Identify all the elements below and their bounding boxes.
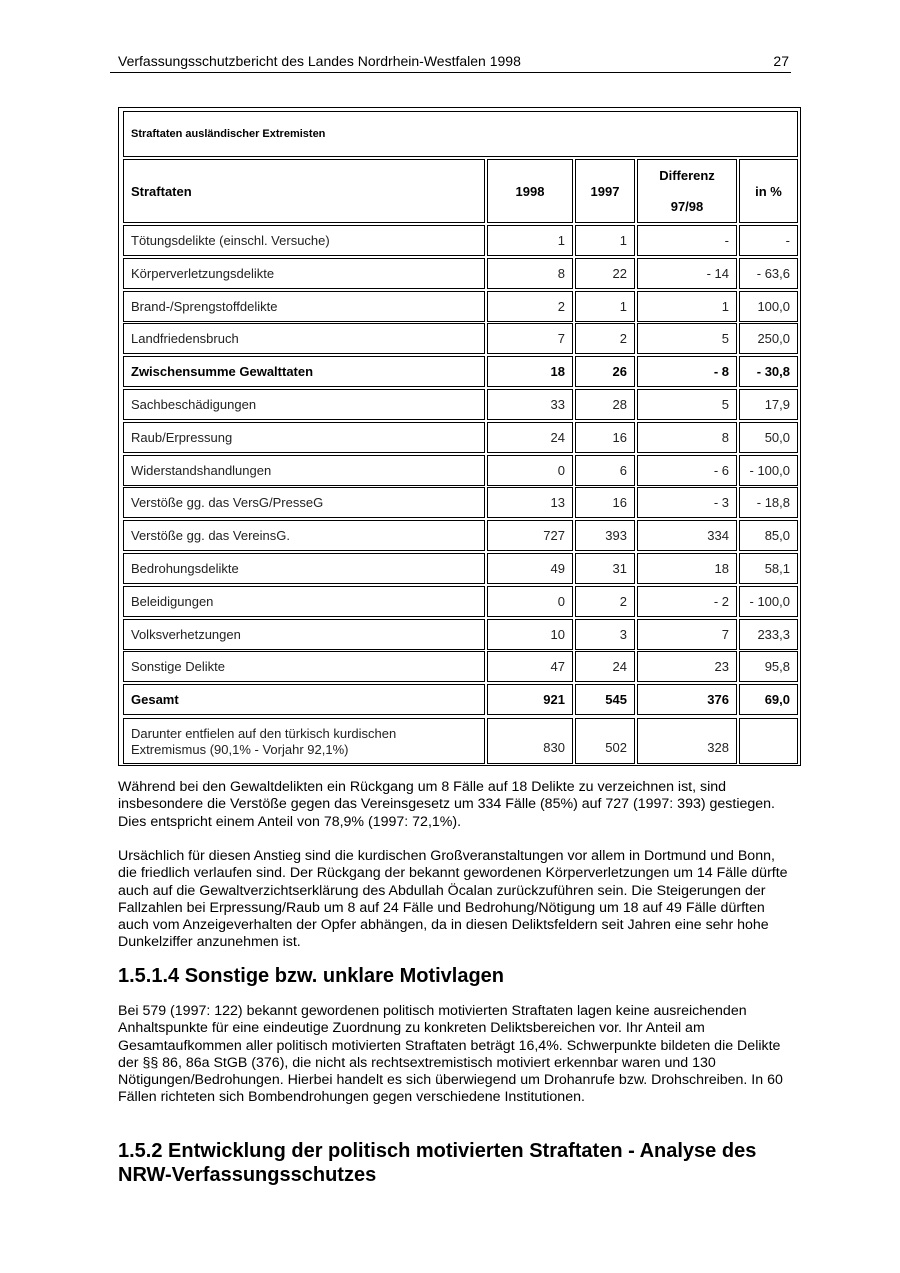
row-value-1997: 22 [575,258,635,289]
section-heading-1-5-1-4: 1.5.1.4 Sonstige bzw. unklare Motivlagen [118,965,505,987]
paragraph-2: Ursächlich für diesen Anstieg sind die kurdischen Großveranstaltungen vor allem in Dortmund und Bonn, die friedlich verlaufen sind. Der Rückgang der bekannt gewordenen Körperverletzungen um 14 Fälle dürfte auch auf die Gewaltverzichtserklärung des Abdullah Öcalan zurückzuführen sein. Die Steigerungen der Fallzahlen bei Erpressung/Raub um 8 auf 24 Fälle und Bedrohung/Nötigung um 18 auf 49 Fälle dürften auch vom Anzeigeverhalten der Opfer abhängen, da in diesen Deliktsfeldern seit Jahren eine sehr hohe Dunkelziffer anzunehmen ist. [118,848,788,951]
row-value-1997: 545 [575,684,635,715]
page-number: 27 [773,53,789,69]
row-label: Bedrohungsdelikte [123,553,485,584]
row-difference: - 6 [637,455,737,486]
table-caption: Straftaten ausländischer Extremisten [123,111,798,157]
last-row-percent [739,718,798,764]
row-value-1997: 28 [575,389,635,420]
row-value-1997: 1 [575,291,635,322]
row-difference: 5 [637,323,737,354]
row-label: Landfriedensbruch [123,323,485,354]
row-percent: 250,0 [739,323,798,354]
row-value-1998: 0 [487,455,573,486]
row-label: Verstöße gg. das VersG/PresseG [123,487,485,518]
row-label: Sachbeschädigungen [123,389,485,420]
row-percent: 17,9 [739,389,798,420]
row-value-1998: 24 [487,422,573,453]
row-label: Volksverhetzungen [123,619,485,650]
section-heading-1-5-2: 1.5.2 Entwicklung der politisch motivierten Straftaten - Analyse des NRW-Verfassungsschutzes [118,1140,757,1186]
row-label: Raub/Erpressung [123,422,485,453]
row-percent: - 100,0 [739,455,798,486]
last-row-1998: 830 [487,718,573,764]
row-difference: - 2 [637,586,737,617]
paragraph-1: Während bei den Gewaltdelikten ein Rückgang um 8 Fälle auf 18 Delikte zu verzeichnen ist, sind insbesondere die Verstöße gegen das Vereinsgesetz um 334 Fälle (85%) auf 727 (1997: 393) gestiegen. Dies entspricht einem Anteil von 78,9% (1997: 72,1%). [118,779,775,830]
row-label: Verstöße gg. das VereinsG. [123,520,485,551]
page-header [110,52,791,73]
row-value-1998: 7 [487,323,573,354]
row-label: Zwischensumme Gewalttaten [123,356,485,387]
row-difference: - 8 [637,356,737,387]
column-header-offense: Straftaten [123,159,485,223]
row-value-1997: 3 [575,619,635,650]
row-label: Körperverletzungsdelikte [123,258,485,289]
row-value-1997: 26 [575,356,635,387]
row-percent: - 100,0 [739,586,798,617]
paragraph-3: Bei 579 (1997: 122) bekannt gewordenen politisch motivierten Straftaten lagen keine ausreichenden Anhaltspunkte für eine eindeutige Zuordnung zu konkreten Deliktsbereichen vor. Ihr Anteil am Gesamtaufkommen aller politisch motivierten Straftaten beträgt 16,4%. Schwerpunkte bildeten die Delikte der §§ 86, 86a StGB (376), die nicht als rechtsextremistisch motiviert erkennbar waren und 130 Nötigungen/Bedrohungen. Hierbei handelt es sich überwiegend um Drohanrufe bzw. Drohschreiben. In 60 Fällen richteten sich Bombendrohungen gegen verschiedene Institutionen. [118,1003,783,1106]
last-row-label-line1: Darunter entfielen auf den türkisch kurdischen [131,726,397,741]
row-difference: 23 [637,651,737,682]
row-value-1998: 47 [487,651,573,682]
row-label: Widerstandshandlungen [123,455,485,486]
row-value-1998: 49 [487,553,573,584]
difference-years: 97/98 [670,199,704,214]
row-percent: - 30,8 [739,356,798,387]
document-title: Verfassungsschutzbericht des Landes Nordrhein-Westfalen 1998 [118,53,521,69]
row-value-1998: 2 [487,291,573,322]
row-value-1998: 1 [487,225,573,256]
row-label: Gesamt [123,684,485,715]
row-value-1998: 8 [487,258,573,289]
row-value-1997: 6 [575,455,635,486]
row-value-1997: 16 [575,487,635,518]
row-percent: 58,1 [739,553,798,584]
column-header-difference [637,159,737,223]
row-value-1997: 2 [575,586,635,617]
column-header-1998: 1998 [487,159,573,223]
row-difference: - [637,225,737,256]
row-label: Tötungsdelikte (einschl. Versuche) [123,225,485,256]
row-value-1998: 33 [487,389,573,420]
last-row-label [123,718,485,764]
row-difference: 8 [637,422,737,453]
difference-label: Differenz [659,168,715,183]
row-percent: 100,0 [739,291,798,322]
row-value-1997: 16 [575,422,635,453]
row-value-1997: 393 [575,520,635,551]
row-percent: 233,3 [739,619,798,650]
row-difference: - 3 [637,487,737,518]
row-percent: - 18,8 [739,487,798,518]
row-difference: 7 [637,619,737,650]
row-percent: 85,0 [739,520,798,551]
row-value-1997: 31 [575,553,635,584]
row-percent: 69,0 [739,684,798,715]
row-value-1998: 13 [487,487,573,518]
row-label: Brand-/Sprengstoffdelikte [123,291,485,322]
row-label: Sonstige Delikte [123,651,485,682]
row-difference: 376 [637,684,737,715]
row-value-1997: 1 [575,225,635,256]
row-value-1998: 0 [487,586,573,617]
row-percent: - [739,225,798,256]
row-difference: - 14 [637,258,737,289]
row-difference: 5 [637,389,737,420]
row-value-1998: 727 [487,520,573,551]
column-header-1997: 1997 [575,159,635,223]
row-value-1998: 921 [487,684,573,715]
row-value-1997: 2 [575,323,635,354]
row-value-1997: 24 [575,651,635,682]
row-value-1998: 18 [487,356,573,387]
row-difference: 334 [637,520,737,551]
row-label: Beleidigungen [123,586,485,617]
last-row-1997: 502 [575,718,635,764]
row-percent: 95,8 [739,651,798,682]
row-percent: - 63,6 [739,258,798,289]
offenses-table [118,107,801,766]
row-difference: 1 [637,291,737,322]
row-value-1998: 10 [487,619,573,650]
last-row-label-line2: Extremismus (90,1% - Vorjahr 92,1%) [131,742,349,757]
row-difference: 18 [637,553,737,584]
row-percent: 50,0 [739,422,798,453]
column-header-percent: in % [739,159,798,223]
last-row-difference: 328 [637,718,737,764]
